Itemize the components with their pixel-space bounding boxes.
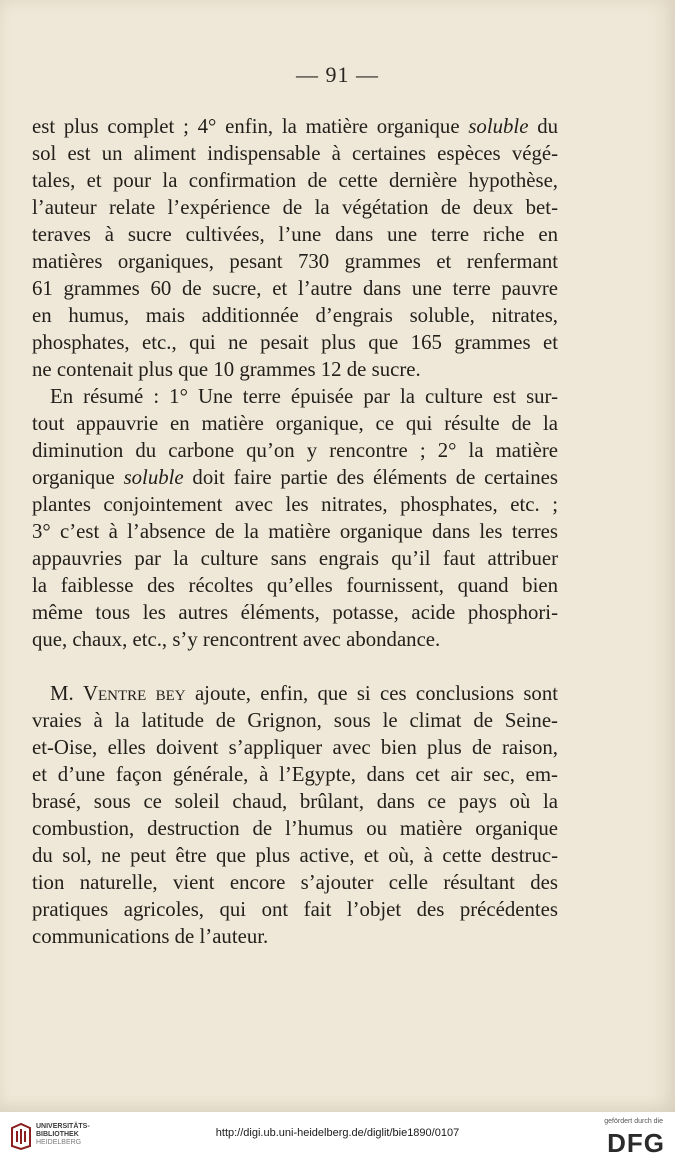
- text-line: M. Ventre bey ajoute, enfin, que si ces conclusions sont: [50, 682, 558, 705]
- text-line: plantes conjointement avec les nitrates, phosphates, etc. ;: [32, 493, 558, 516]
- text-line: est plus complet ; 4° enfin, la matière organique soluble du: [32, 115, 558, 138]
- text-line: sol est un aliment indispensable à certaines espèces végé-: [32, 142, 558, 165]
- text-line: matières organiques, pesant 730 grammes et renfermant: [32, 250, 558, 273]
- text-line: tales, et pour la confirmation de cette dernière hypothèse,: [32, 169, 558, 192]
- source-url-link[interactable]: http://digi.ub.uni-heidelberg.de/diglit/bie1890/0107: [215, 1127, 460, 1139]
- author-name: Ventre bey: [83, 682, 186, 705]
- text-line: en humus, mais additionnée d’engrais soluble, nitrates,: [32, 304, 558, 327]
- italic-word-soluble: soluble: [468, 115, 529, 138]
- text-line: que, chaux, etc., s’y rencontrent avec abondance.: [32, 628, 441, 651]
- text-line: organique soluble doit faire partie des éléments de certaines: [32, 466, 558, 489]
- text-line: communications de l’auteur.: [32, 925, 269, 948]
- text-line: 3° c’est à l’absence de la matière organique dans les terres: [32, 520, 558, 543]
- funding-label: gefördert durch die: [604, 1118, 663, 1125]
- footer-bar: [0, 1112, 675, 1161]
- text-line: du sol, ne peut être que plus active, et où, à cette destruc-: [32, 844, 558, 867]
- italic-word-soluble: soluble: [123, 466, 184, 489]
- text-line: la faiblesse des récoltes qu’elles fournissent, quand bien: [32, 574, 558, 597]
- text-line: pratiques agricoles, qui ont fait l’objet des précédentes: [32, 898, 558, 921]
- dfg-logo: DFG: [607, 1128, 665, 1158]
- text-line: En résumé : 1° Une terre épuisée par la culture est sur-: [50, 385, 558, 408]
- text-line: tout appauvrie en matière organique, ce qui résulte de la: [32, 412, 558, 435]
- text-line: vraies à la latitude de Grignon, sous le climat de Seine-: [32, 709, 558, 732]
- library-name: UNIVERSITÄTS- BIBLIOTHEK HEIDELBERG: [36, 1123, 90, 1146]
- text-line: diminution du carbone qu’on y rencontre ; 2° la matière: [32, 439, 558, 462]
- text-line: phosphates, etc., qui ne pesait plus que 165 grammes et: [32, 331, 558, 354]
- text-line: 61 grammes 60 de sucre, et l’autre dans une terre pauvre: [32, 277, 558, 300]
- text-line: l’auteur relate l’expérience de la végétation de deux bet-: [32, 196, 558, 219]
- text-line: et d’une façon générale, à l’Egypte, dans cet air sec, em-: [32, 763, 558, 786]
- text-line: ne contenait plus que 10 grammes 12 de sucre.: [32, 358, 421, 381]
- text-line: même tous les autres éléments, potasse, acide phosphori-: [32, 601, 558, 624]
- text-line: tion naturelle, vient encore s’ajouter celle résultant des: [32, 871, 558, 894]
- text-line: appauvries par la culture sans engrais qu’il faut attribuer: [32, 547, 558, 570]
- page-number: — 91 —: [296, 62, 379, 87]
- text-line: brasé, sous ce soleil chaud, brûlant, dans ce pays où la: [32, 790, 558, 813]
- text-line: combustion, destruction de l’humus ou matière organique: [32, 817, 558, 840]
- text-line: teraves à sucre cultivées, l’une dans une terre riche en: [32, 223, 558, 246]
- text-line: et-Oise, elles doivent s’appliquer avec bien plus de raison,: [32, 736, 558, 759]
